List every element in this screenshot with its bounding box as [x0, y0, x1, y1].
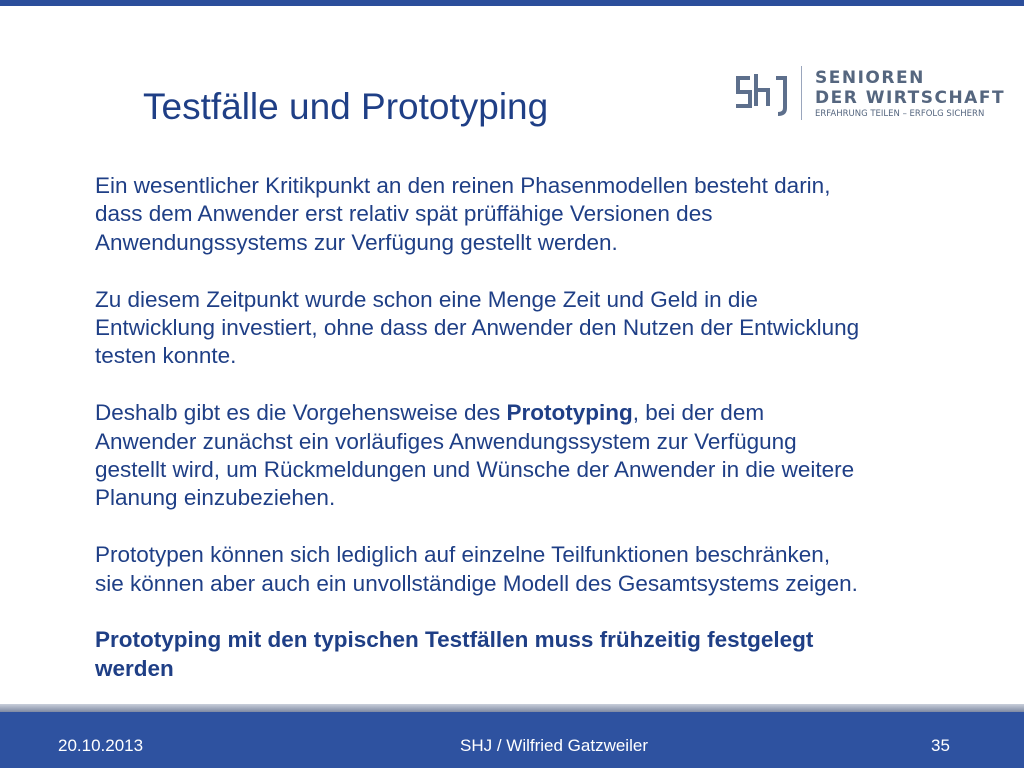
bold-term-prototyping: Prototyping [506, 400, 633, 426]
text-line [95, 400, 764, 425]
footer-author: SHJ / Wilfried Gatzweiler [460, 736, 648, 755]
text-line: Anwender zunächst ein vorläufiges Anwendungssystem zur Verfügung [95, 428, 797, 454]
text-line: Prototyping mit den typischen Testfällen muss frühzeitig festgelegt [95, 627, 814, 653]
logo-tagline: ERFAHRUNG TEILEN – ERFOLG SICHERN [815, 109, 985, 119]
footer-bar [0, 712, 1024, 768]
text-segment: Deshalb gibt es die Vorgehensweise des [95, 400, 507, 426]
text-line: Ein wesentlicher Kritikpunkt an den reinen Phasenmodellen besteht darin, [95, 173, 831, 198]
footer-page-number: 35 [931, 736, 950, 755]
shj-logo [733, 66, 1006, 122]
paragraph-prototypen [95, 541, 985, 598]
logo-divider [801, 66, 802, 120]
logo-text-senioren: SENIOREN [815, 68, 925, 88]
text-line: Entwicklung investiert, ohne dass der Anwender den Nutzen der Entwicklung [95, 315, 860, 341]
paragraph-conclusion [95, 626, 985, 683]
text-line: Zu diesem Zeitpunkt wurde schon eine Menge Zeit und Geld in die [95, 286, 758, 312]
text-segment: , bei der dem [632, 400, 765, 426]
text-line: sie können aber auch ein unvollständige Modell des Gesamtsystems zeigen. [95, 570, 858, 596]
text-line: Planung einzubeziehen. [95, 485, 336, 511]
logo-text-der-wirtschaft: DER WIRTSCHAFT [815, 88, 1006, 108]
top-border [0, 0, 1024, 6]
text-line: Prototypen können sich lediglich auf einzelne Teilfunktionen beschränken, [95, 542, 831, 568]
footer-shadow [0, 704, 1024, 712]
text-line: testen konnte. [95, 343, 237, 369]
shj-logo-mark [733, 70, 791, 116]
slide-body [95, 172, 985, 683]
slide-title: Testfälle und Prototyping [143, 86, 549, 127]
text-line: Anwendungssystems zur Verfügung gestellt werden. [95, 229, 618, 255]
text-line: werden [95, 655, 174, 681]
paragraph-zeitpunkt [95, 286, 985, 371]
paragraph-kritikpunkt [95, 172, 985, 257]
paragraph-prototyping [95, 399, 985, 513]
text-line: dass dem Anwender erst relativ spät prüffähige Versionen des [95, 201, 713, 227]
text-line: gestellt wird, um Rückmeldungen und Wünsche der Anwender in die weitere [95, 457, 855, 483]
footer-date: 20.10.2013 [58, 736, 144, 755]
